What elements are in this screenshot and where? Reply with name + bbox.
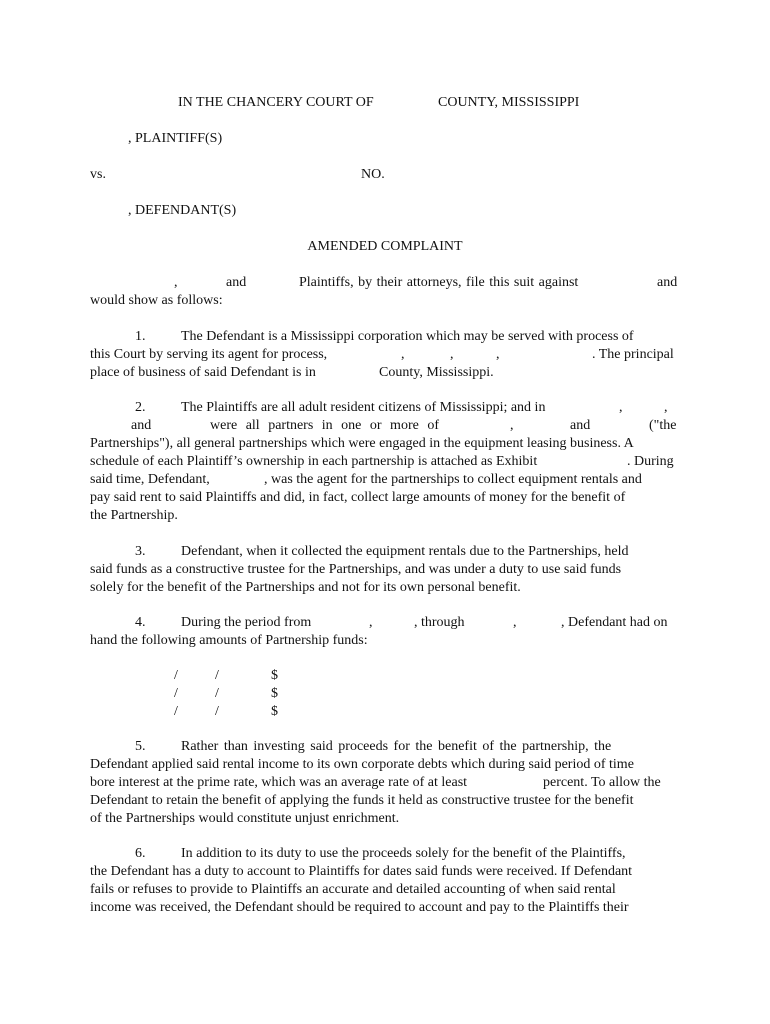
paragraph-number: 3. (135, 544, 146, 559)
court-caption-left: IN THE CHANCERY COURT OF (178, 95, 374, 110)
paragraph-number: 1. (135, 329, 146, 344)
plaintiff-line: , PLAINTIFF(S) (128, 131, 223, 146)
paragraph-number: 5. (135, 739, 146, 754)
paragraph-number: 2. (135, 400, 146, 415)
paragraph-number: 6. (135, 846, 146, 861)
case-number-label: NO. (361, 167, 385, 182)
defendant-line: , DEFENDANT(S) (128, 203, 237, 218)
document-title: AMENDED COMPLAINT (307, 239, 463, 254)
court-caption-right: COUNTY, MISSISSIPPI (438, 95, 580, 110)
paragraph-number: 4. (135, 615, 146, 630)
versus-label: vs. (90, 167, 106, 182)
